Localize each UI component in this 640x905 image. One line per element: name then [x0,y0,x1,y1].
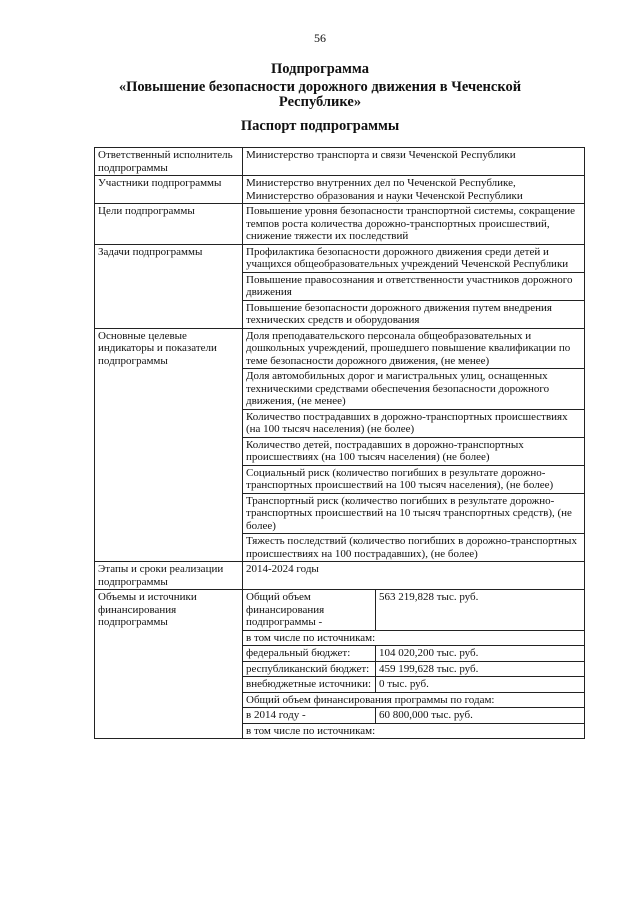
indicator-item: Количество пострадавших в дорожно-транспортных происшествиях (на 100 тысяч населения) (не более) [243,409,585,437]
document-title-line-1: Подпрограмма [271,61,369,77]
indicator-item: Доля автомобильных дорог и магистральных улиц, оснащенных техническими средствами обеспечения безопасности дорожного движения, (не менее) [243,369,585,410]
table-row-funding [95,590,585,631]
indicator-item: Количество детей, пострадавших в дорожно-транспортных происшествиях (на 100 тысяч населения) (не более) [243,437,585,465]
funding-by-years: Общий объем финансирования программы по годам: [243,692,585,708]
indicator-item: Транспортный риск (количество погибших в результате дорожно-транспортных происшествий на 10 тысяч транспортных средств), (не более) [243,493,585,534]
indicator-item: Социальный риск (количество погибших в результате дорожно-транспортных происшествий на 100 тысяч населения), (не более) [243,465,585,493]
funding-extra-value: 0 тыс. руб. [376,677,585,693]
row-label: Задачи подпрограммы [95,244,243,328]
table-row-tasks [95,244,585,272]
document-subtitle: Паспорт подпрограммы [240,118,400,134]
funding-2014-label: в 2014 году - [243,708,376,724]
row-label: Ответственный исполнитель подпрограммы [95,148,243,176]
row-label: Основные целевые индикаторы и показатели подпрограммы [95,328,243,562]
funding-federal-label: федеральный бюджет: [243,646,376,662]
indicator-item: Доля преподавательского персонала общеобразовательных и дошкольных учреждений, прошедшего повышение квалификации по теме безопасности дорожного движения, (не менее) [243,328,585,369]
table-row-goals [95,204,585,245]
table-row-responsible [95,148,585,176]
row-value: Повышение уровня безопасности транспортной системы, сокращение темпов роста количества дорожно-транспортных происшествий, снижение тяжести их последствий [243,204,585,245]
funding-2014-value: 60 800,000 тыс. руб. [376,708,585,724]
row-label: Этапы и сроки реализации подпрограммы [95,562,243,590]
task-item: Повышение правосознания и ответственности участников дорожного движения [243,272,585,300]
task-item: Повышение безопасности дорожного движения путем внедрения технических средств и оборудования [243,300,585,328]
funding-republic-label: республиканский бюджет: [243,661,376,677]
row-value: Министерство транспорта и связи Чеченской Республики [243,148,585,176]
funding-federal-value: 104 020,200 тыс. руб. [376,646,585,662]
funding-by-sources-2: в том числе по источникам: [243,723,585,739]
row-label: Объемы и источники финансирования подпрограммы [95,590,243,739]
funding-total-label: Общий объем финансирования подпрограммы - [243,590,376,631]
document-title-line-2: «Повышение безопасности дорожного движения в Чеченской [118,79,522,95]
funding-republic-value: 459 199,628 тыс. руб. [376,661,585,677]
table-row-participants [95,176,585,204]
table-row-indicators [95,328,585,369]
funding-by-sources: в том числе по источникам: [243,630,585,646]
row-label: Участники подпрограммы [95,176,243,204]
funding-extra-label: внебюджетные источники: [243,677,376,693]
row-value: 2014-2024 годы [243,562,585,590]
indicator-item: Тяжесть последствий (количество погибших в дорожно-транспортных происшествиях на 100 пострадавших), (не более) [243,534,585,562]
task-item: Профилактика безопасности дорожного движения среди детей и учащихся общеобразовательных учреждений Чеченской Республики [243,244,585,272]
passport-table [94,147,585,739]
page-number: 56 [314,31,326,45]
table-row-stages [95,562,585,590]
row-value: Министерство внутренних дел по Чеченской Республике, Министерство образования и науки Чеченской Республики [243,176,585,204]
document-title-line-3: Республике» [278,94,362,110]
funding-total-value: 563 219,828 тыс. руб. [376,590,585,631]
row-label: Цели подпрограммы [95,204,243,245]
